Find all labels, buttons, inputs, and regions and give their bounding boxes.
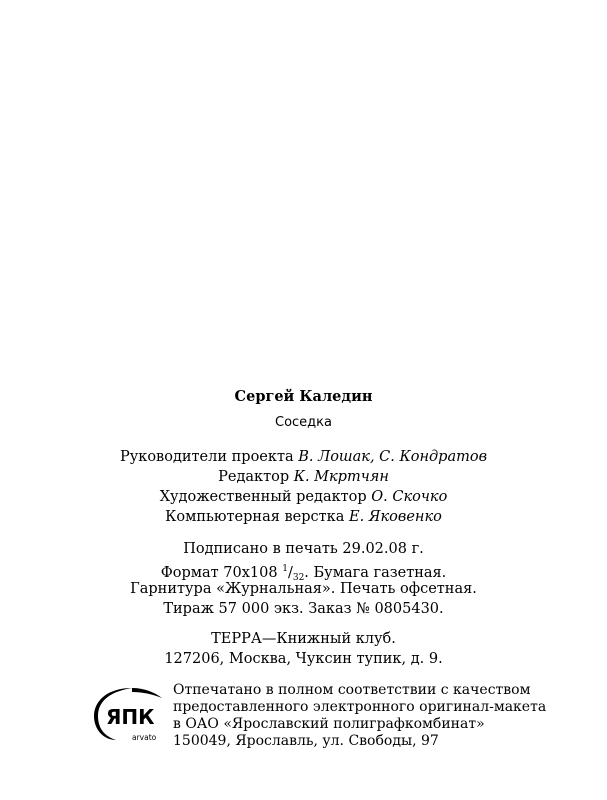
- publisher-name: ТЕРРА—Книжный клуб.: [211, 631, 396, 647]
- print-signed: Подписано в печать 29.02.08 г.: [183, 541, 424, 557]
- book-title: Соседка: [275, 415, 332, 430]
- credit-label: Компьютерная верстка: [165, 509, 345, 525]
- logo-text: ЯПК: [106, 705, 155, 729]
- credit-names: О. Скочко: [371, 489, 448, 505]
- printer-line: 150049, Ярославль, ул. Свободы, 97: [173, 733, 439, 749]
- credit-art-editor: [0, 488, 607, 506]
- format-prefix: Формат 70х108: [160, 565, 278, 581]
- format-numerator: 1: [282, 564, 288, 574]
- credit-label: Художественный редактор: [159, 489, 367, 505]
- logo-swoosh-top: [132, 688, 162, 698]
- logo-subtext: arvato: [132, 733, 157, 742]
- print-circulation: Тираж 57 000 экз. Заказ № 0805430.: [163, 601, 444, 617]
- author-name: Сергей Каледин: [234, 388, 373, 405]
- credit-names: В. Лошак, С. Кондратов: [298, 449, 488, 465]
- credit-project-leads: [0, 448, 607, 466]
- printer-line: Отпечатано в полном соответствии с качеством: [173, 682, 531, 698]
- printer-info: [173, 682, 546, 750]
- format-separator: /: [287, 565, 293, 581]
- credit-editor: [0, 468, 607, 486]
- print-typeface: Гарнитура «Журнальная». Печать офсетная.: [130, 581, 477, 597]
- printer-line: в ОАО «Ярославский полиграфкомбинат»: [173, 716, 485, 732]
- credit-label: Руководители проекта: [119, 449, 294, 465]
- credit-names: К. Мкртчян: [293, 469, 389, 485]
- credit-names: Е. Яковенко: [348, 509, 442, 525]
- printer-logo: [92, 686, 166, 746]
- printer-line: предоставленного электронного оригинал-макета: [173, 699, 547, 715]
- publisher-address: 127206, Москва, Чуксин тупик, д. 9.: [164, 651, 443, 667]
- format-suffix: . Бумага газетная.: [304, 565, 447, 581]
- credit-layout: [0, 508, 607, 526]
- credit-label: Редактор: [218, 469, 290, 485]
- format-denominator: 32: [292, 573, 305, 583]
